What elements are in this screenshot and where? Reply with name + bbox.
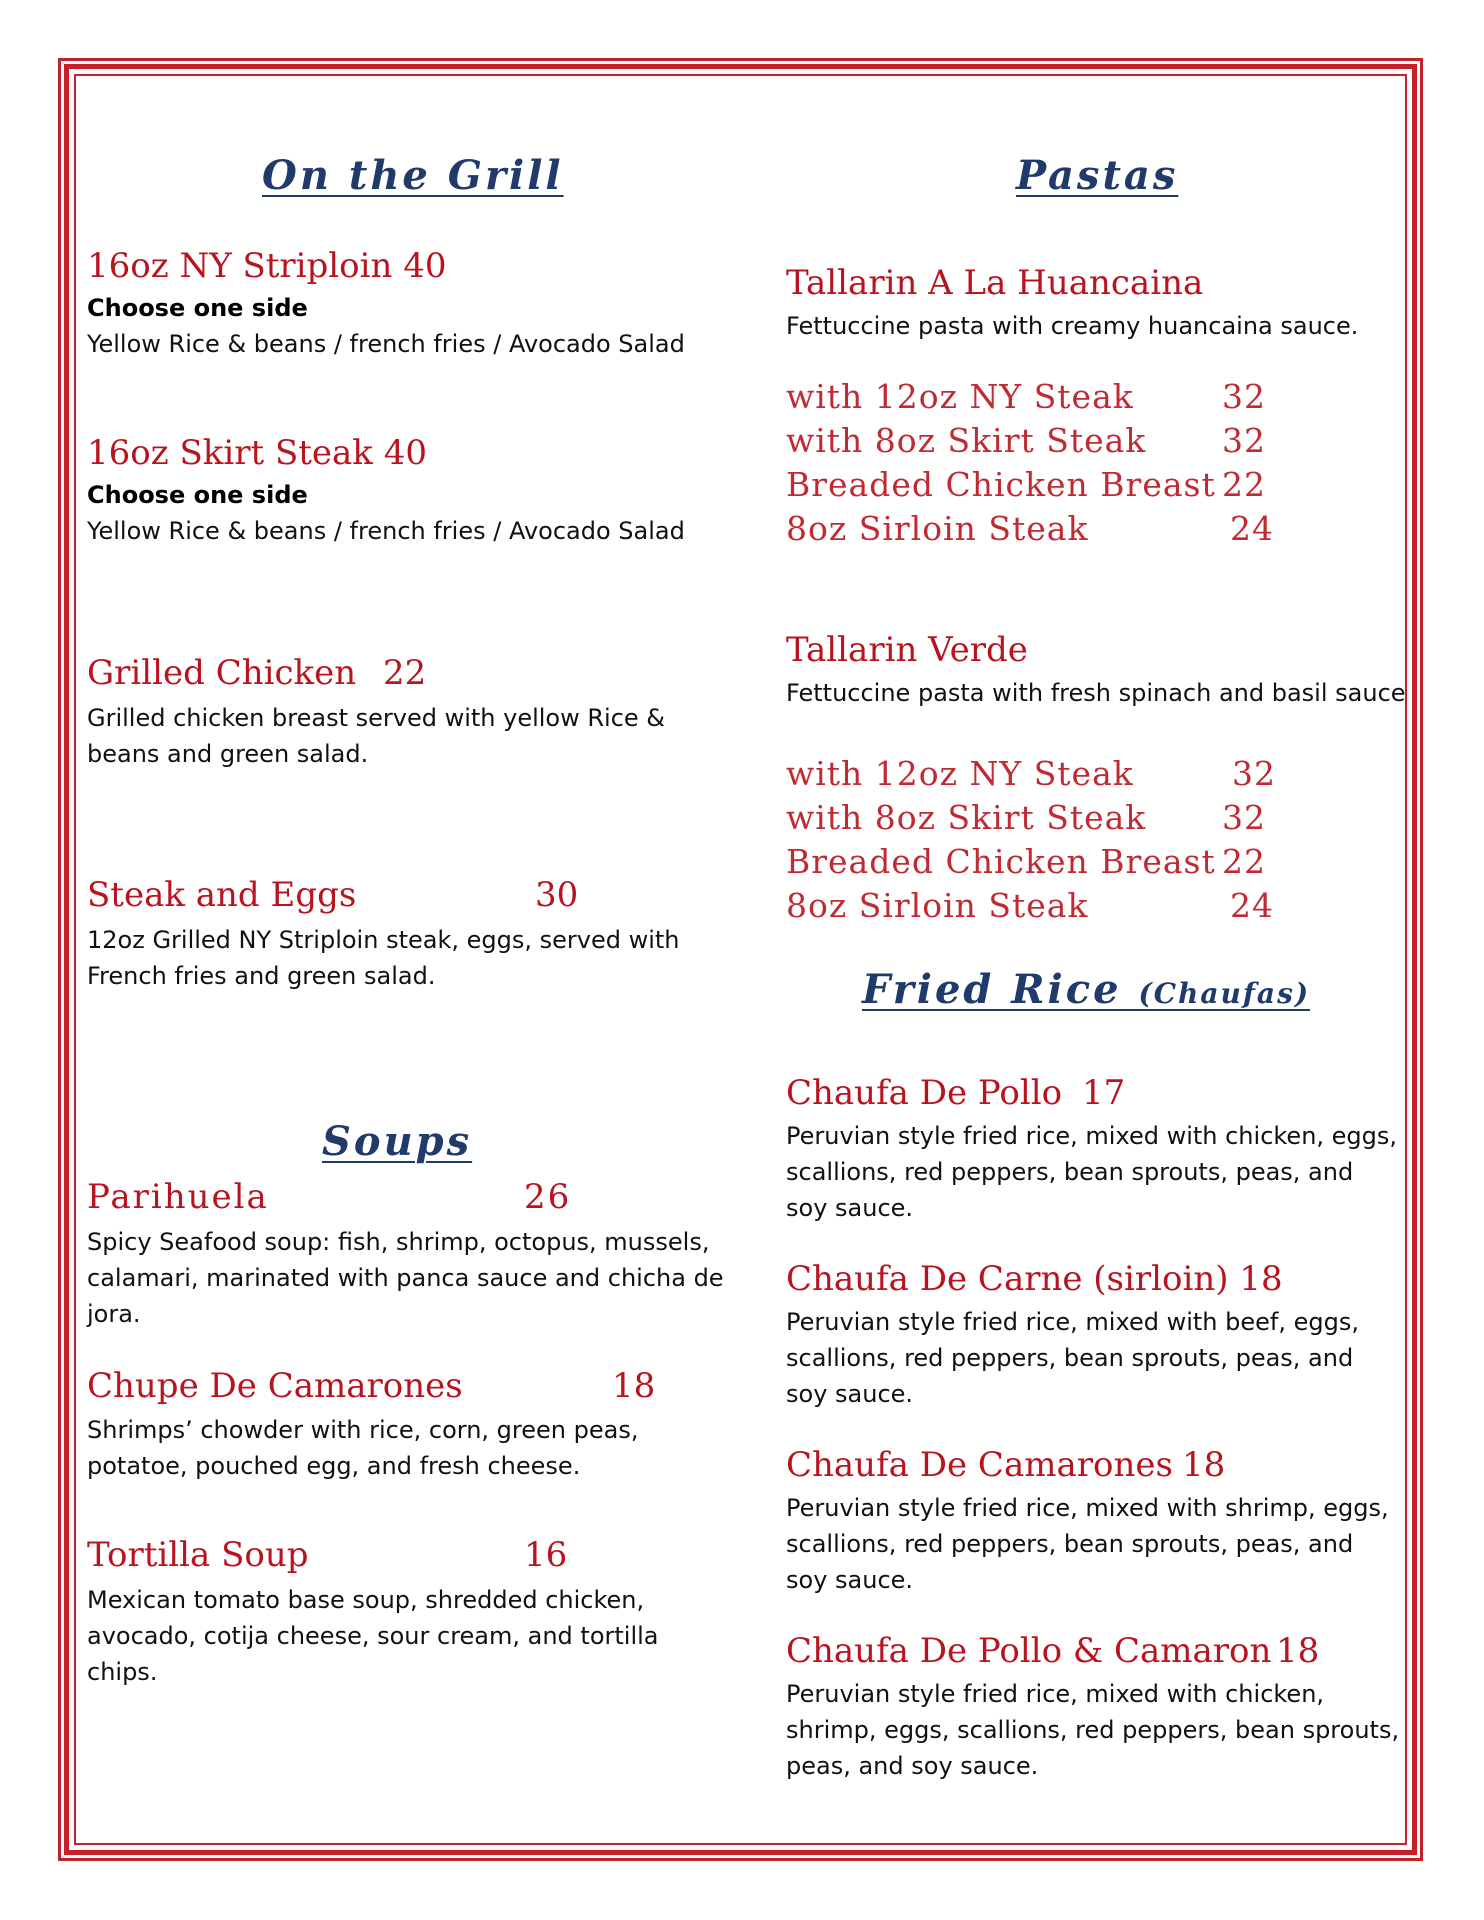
menu-item-name: Parihuela [87, 1177, 269, 1217]
menu-item-description: Peruvian style fried rice, mixed with chicken, eggs, scallions, red peppers, bean sprouts, peas, and soy sauce. [786, 1122, 1398, 1222]
menu-item-title: Chaufa De Carne (sirloin) 18 [786, 1259, 1283, 1299]
pasta-option-label: with 12oz NY Steak [786, 377, 1134, 416]
menu-item-description: Shrimps’ chowder with rice, corn, green peas, potatoe, pouched egg, and fresh cheese. [87, 1416, 639, 1480]
pasta-option-label: with 8oz Skirt Steak [786, 421, 1147, 460]
pasta-option-label: with 8oz Skirt Steak [786, 798, 1147, 837]
menu-item-name: Chaufa De Camarones [786, 1445, 1173, 1485]
menu-item-title-row [87, 1366, 667, 1406]
menu-item-price: 16 [524, 1535, 568, 1575]
menu-item-description: Grilled chicken breast served with yellow Rice & beans and green salad. [87, 704, 666, 768]
pasta-option [786, 509, 1286, 548]
pasta-option-label: 8oz Sirloin Steak [786, 886, 1089, 925]
pasta-option-label: with 12oz NY Steak [786, 754, 1134, 793]
menu-item-price: 17 [1082, 1073, 1126, 1113]
pasta-option [786, 754, 1286, 793]
section-heading-soups: Soups [322, 1118, 473, 1165]
menu-item-title-row [786, 1631, 1386, 1671]
menu-item-name: Chaufa De Pollo & Camaron [786, 1631, 1272, 1671]
menu-item-subtitle: Choose one side [87, 481, 308, 509]
pasta-option-label: Breaded Chicken Breast [786, 465, 1216, 504]
pasta-option-price: 22 [1222, 465, 1266, 504]
menu-item-title-row [786, 1073, 1286, 1113]
pasta-option-price: 32 [1222, 377, 1266, 416]
menu-item-name: Tortilla Soup [87, 1535, 309, 1575]
menu-item-title-row [87, 653, 587, 693]
pasta-option-price: 32 [1232, 754, 1276, 793]
menu-item-title: 16oz Skirt Steak 40 [87, 433, 427, 473]
menu-item-description: Yellow Rice & beans / french fries / Avocado Salad [87, 330, 685, 358]
menu-item-description: Fettuccine pasta with creamy huancaina sauce. [786, 312, 1359, 340]
menu-item-price: 30 [535, 875, 579, 915]
pasta-option [786, 465, 1286, 504]
pasta-option [786, 377, 1286, 416]
menu-item-title: 16oz NY Striploin 40 [87, 246, 447, 286]
menu-item-description: Yellow Rice & beans / french fries / Avocado Salad [87, 517, 685, 545]
menu-item-price: 26 [524, 1177, 572, 1217]
menu-item-title-row [87, 1535, 587, 1575]
pasta-option [786, 798, 1286, 837]
pasta-option-price: 24 [1230, 509, 1274, 548]
menu-item-description: Peruvian style fried rice, mixed with beef, eggs, scallions, red peppers, bean sprouts, peas, and soy sauce. [786, 1308, 1359, 1408]
pasta-option-price: 22 [1222, 842, 1266, 881]
menu-item-price: 18 [612, 1366, 656, 1406]
menu-item-description: Fettuccine pasta with fresh spinach and basil sauce [786, 679, 1406, 707]
menu-item-title: Tallarin A La Huancaina [786, 263, 1204, 303]
menu-item-title-row [87, 1177, 647, 1217]
menu-item-name: Chaufa De Pollo [786, 1073, 1063, 1113]
menu-item-title-row [786, 1445, 1346, 1485]
menu-item-subtitle: Choose one side [87, 294, 308, 322]
menu-item-name: Chupe De Camarones [87, 1366, 463, 1406]
pasta-option [786, 842, 1286, 881]
menu-item-title: Tallarin Verde [786, 630, 1028, 670]
pasta-option [786, 886, 1286, 925]
menu-item-title-row [87, 875, 587, 915]
menu-item-description: Peruvian style fried rice, mixed with shrimp, eggs, scallions, red peppers, bean sprouts, peas, and soy sauce. [786, 1494, 1389, 1594]
section-heading-grill: On the Grill [262, 152, 564, 199]
menu-item-description: Mexican tomato base soup, shredded chicken, avocado, cotija cheese, sour cream, and tortilla chips. [87, 1586, 659, 1686]
fried-rice-heading-text: Fried Rice [862, 966, 1122, 1013]
menu-item-description: Spicy Seafood soup: fish, shrimp, octopus, mussels, calamari, marinated with panca sauce and chicha de jora. [87, 1228, 724, 1328]
pasta-option-price: 24 [1230, 886, 1274, 925]
menu-item-name: Grilled Chicken [87, 653, 357, 693]
menu-item-description: 12oz Grilled NY Striploin steak, eggs, served with French fries and green salad. [87, 926, 680, 990]
pasta-option-label: 8oz Sirloin Steak [786, 509, 1089, 548]
section-heading-pastas: Pastas [1016, 152, 1179, 199]
menu-item-price: 22 [383, 653, 427, 693]
pasta-option-price: 32 [1222, 421, 1266, 460]
section-heading-fried-rice [862, 966, 1310, 1013]
menu-item-price: 18 [1276, 1631, 1320, 1671]
pasta-option [786, 421, 1286, 460]
pasta-option-price: 32 [1222, 798, 1266, 837]
pasta-option-label: Breaded Chicken Breast [786, 842, 1216, 881]
menu-item-description: Peruvian style fried rice, mixed with chicken, shrimp, eggs, scallions, red peppers, bean sprouts, peas, and soy sauce. [786, 1680, 1400, 1780]
menu-item-price: 18 [1182, 1445, 1226, 1485]
fried-rice-heading-small: (Chaufas) [1138, 977, 1311, 1010]
menu-item-name: Steak and Eggs [87, 875, 357, 915]
